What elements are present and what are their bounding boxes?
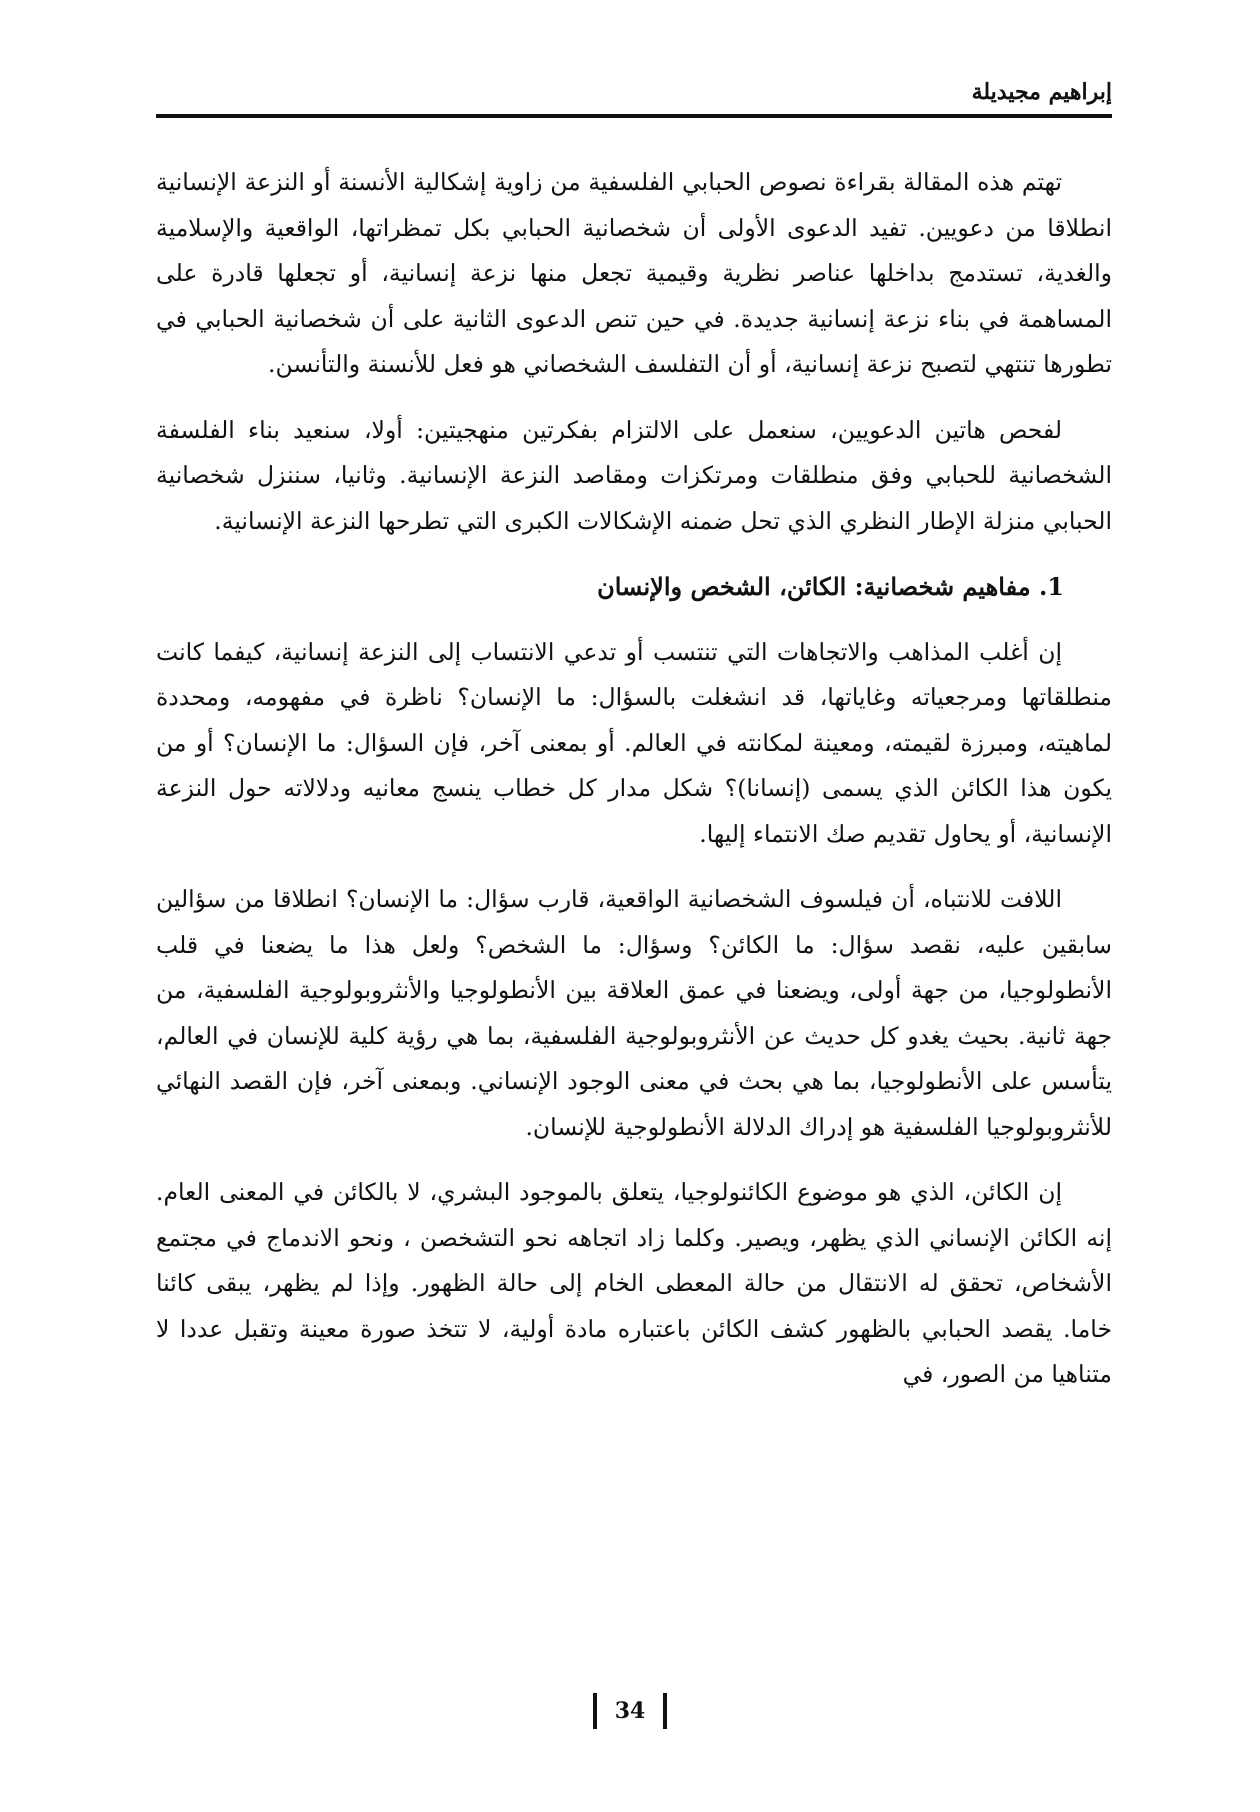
paragraph-ontology: اللافت للانتباه، أن فيلسوف الشخصانية الواقعية، قارب سؤال: ما الإنسان؟ انطلاقا من سؤالين سابقين عليه، نقصد سؤال: ما الكائن؟ وسؤال: ما الشخص؟ ولعل هذا ما يضعنا في قلب الأنطولوجيا، من جهة أولى، ويضعنا في عمق العلاقة بين الأنطولوجيا والأنثروبولوجية الفلسفية، من جهة ثانية. بحيث يغدو كل حديث عن الأنثروبولوجية الفلسفية، بما هي رؤية كلية للإنسان في العالم، يتأسس على الأنطولوجيا، بما هي بحث في معنى الوجود الإنساني. وبمعنى آخر، فإن القصد النهائي للأنثروبولوجيا الفلسفية هو إدراك الدلالة الأنطولوجية للإنسان.	[156, 885, 1112, 1141]
section-heading: 1. مفاهيم شخصانية: الكائن، الشخص والإنسان	[597, 572, 1064, 601]
header-author-name: إبراهيم مجيديلة	[960, 78, 1112, 106]
paragraph-method: لفحص هاتين الدعويين، سنعمل على الالتزام بفكرتين منهجيتين: أولا، سنعيد بناء الفلسفة الشخصانية للحبابي وفق منطلقات ومرتكزات ومقاصد النزعة الإنسانية. وثانيا، سننزل شخصانية الحبابي منزلة الإطار النظري الذي تحل ضمنه الإشكالات الكبرى التي تطرحها النزعة الإنسانية.	[156, 415, 1112, 535]
page-footer	[0, 1693, 1260, 1729]
paragraph-being: إن الكائن، الذي هو موضوع الكائنولوجيا، يتعلق بالموجود البشري، لا بالكائن في المعنى العام. إنه الكائن الإنساني الذي يظهر، ويصير. وكلما زاد اتجاهه نحو التشخصن ، ونحو الاندماج في مجتمع الأشخاص، تحقق له الانتقال من حالة المعطى الخام إلى حالة الظهور. وإذا لم يظهر، يبقى كائنا خاما. يقصد الحبابي بالظهور كشف الكائن باعتباره مادة أولية، لا تتخذ صورة معينة وتقبل عددا لا متناهيا من الصور، في	[156, 1178, 1112, 1388]
page-number: 34	[593, 1693, 668, 1729]
paragraph-intro: تهتم هذه المقالة بقراءة نصوص الحبابي الفلسفية من زاوية إشكالية الأنسنة أو النزعة الإنسانية انطلاقا من دعويين. تفيد الدعوى الأولى أن شخصانية الحبابي بكل تمظراتها، الواقعية والإسلامية والغدية، تستدمج بداخلها عناصر نظرية وقيمية تجعل منها نزعة إنسانية، أو تجعلها قادرة على المساهمة في بناء نزعة إنسانية جديدة. في حين تنص الدعوى الثانية على أن شخصانية الحبابي في تطورها تنتهي لتصبح نزعة إنسانية، أو أن التفلسف الشخصاني هو فعل للأنسنة والتأنسن.	[156, 168, 1112, 378]
article-body	[156, 160, 1112, 1398]
paragraph-human-question: إن أغلب المذاهب والاتجاهات التي تنتسب أو تدعي الانتساب إلى النزعة إنسانية، كيفما كانت منطلقاتها ومرجعياته وغاياتها، قد انشغلت بالسؤال: ما الإنسان؟ ناظرة في مفهومه، ومحددة لماهيته، ومبرزة لقيمته، ومعينة لمكانته في العالم. أو بمعنى آخر، فإن السؤال: ما الإنسان؟ أو من يكون هذا الكائن الذي يسمى (إنسانا)؟ شكل مدار كل خطاب ينسج معانيه ودلالاته حول النزعة الإنسانية، أو يحاول تقديم صك الانتماء إليها.	[156, 637, 1112, 848]
running-header	[156, 78, 1112, 118]
